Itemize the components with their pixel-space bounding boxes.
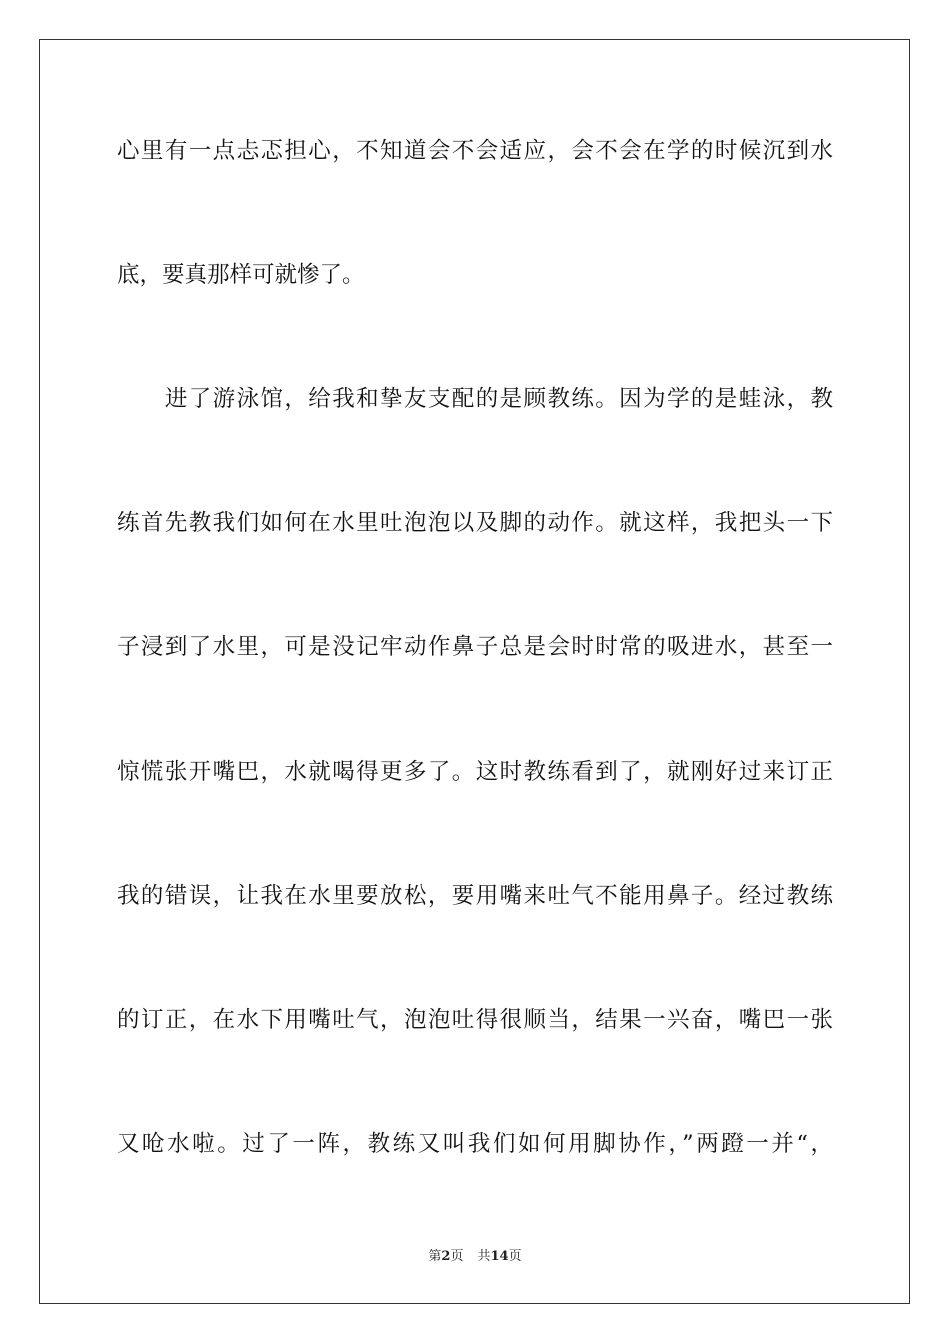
text-line-4: 练首先教我们如何在水里吐泡泡以及脚的动作。就这样，我把头一下 [117,510,833,536]
footer-total-suffix: 页 [508,1249,522,1264]
text-line-2: 底，要真那样可就惨了。 [117,262,365,288]
footer-page-suffix: 页 [450,1249,464,1264]
footer-total-pages: 14 [490,1249,509,1264]
text-line-6: 惊慌张开嘴巴，水就喝得更多了。这时教练看到了，就刚好过来订正 [117,759,833,785]
footer-total-prefix: 共 [477,1249,491,1264]
page-footer [0,1248,950,1266]
text-line-7: 我的错误，让我在水里要放松，要用嘴来吐气不能用鼻子。经过教练 [117,883,833,909]
footer-page-prefix: 第 [428,1249,442,1264]
text-line-9: 又呛水啦。过了一阵，教练又叫我们如何用脚协作，”两蹬一并“， [117,1131,833,1157]
page-border [39,39,910,1304]
text-line-5: 子浸到了水里，可是没记牢动作鼻子总是会时时常的吸进水，甚至一 [117,634,833,660]
footer-page-number: 2 [441,1249,451,1264]
text-line-3: 进了游泳馆，给我和挚友支配的是顾教练。因为学的是蛙泳，教 [117,386,833,412]
text-line-8: 的订正，在水下用嘴吐气，泡泡吐得很顺当，结果一兴奋，嘴巴一张 [117,1007,833,1033]
text-line-1: 心里有一点忐忑担心，不知道会不会适应，会不会在学的时候沉到水 [117,138,833,164]
